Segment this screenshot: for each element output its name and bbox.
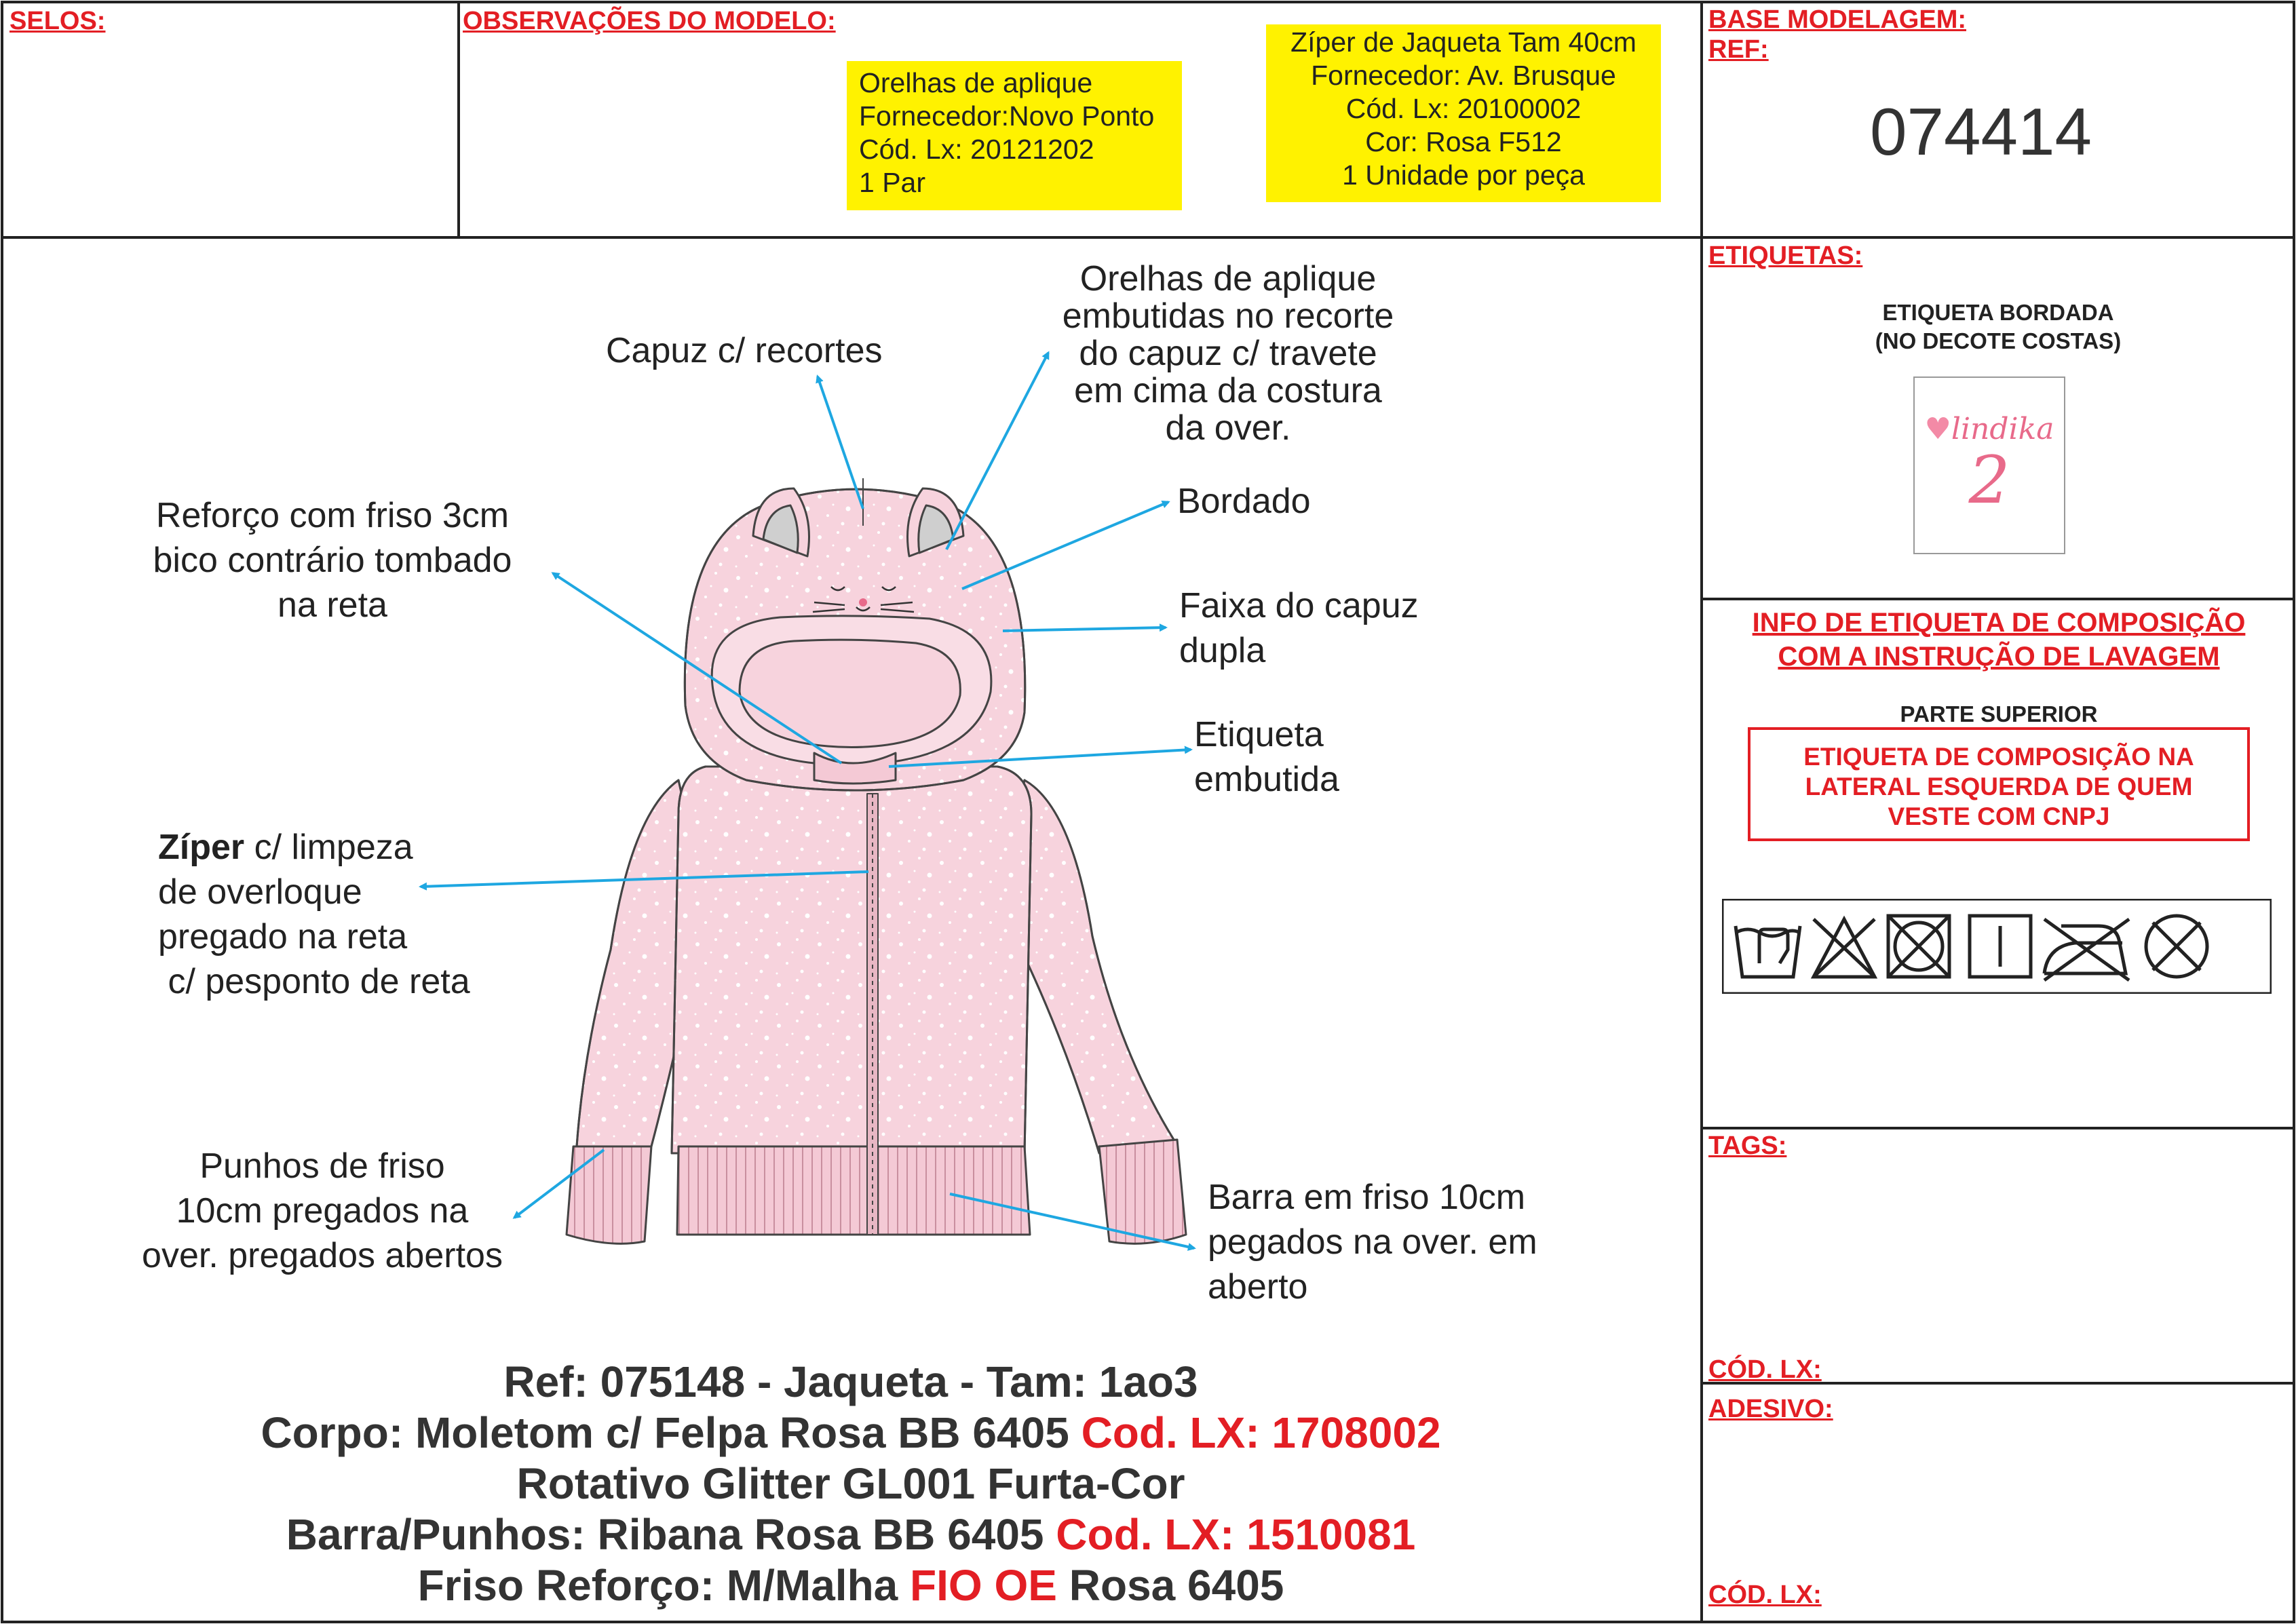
callout-etiqueta bbox=[1194, 712, 1339, 802]
arrow-reforco bbox=[553, 573, 841, 763]
arrow-bordado bbox=[962, 502, 1168, 589]
arrow-capuz bbox=[818, 376, 863, 509]
callout-orelhas-line: do capuz c/ travete bbox=[1079, 334, 1377, 373]
observacoes-label: OBSERVAÇÕES DO MODELO: bbox=[463, 7, 836, 35]
note-ziper-line: Cor: Rosa F512 bbox=[1365, 126, 1562, 157]
adesivo-label: ADESIVO: bbox=[1708, 1395, 1833, 1423]
callout-barra-line: pegados na over. em bbox=[1208, 1222, 1537, 1262]
tags-label: TAGS: bbox=[1708, 1132, 1787, 1160]
etiqueta-bordada-line: (NO DECOTE COSTAS) bbox=[1875, 328, 2122, 353]
note-ziper-line: Cód. Lx: 20100002 bbox=[1345, 93, 1582, 124]
brand-label-logo bbox=[1915, 412, 2064, 446]
adesivo-cod-lx-label: CÓD. LX: bbox=[1708, 1581, 1822, 1609]
callout-punhos bbox=[115, 1144, 529, 1278]
base-modelagem-label: BASE MODELAGEM: bbox=[1708, 5, 1966, 34]
callout-orelhas-line: da over. bbox=[1165, 408, 1291, 448]
arrow-ziper bbox=[421, 872, 868, 887]
callout-faixa-line: Faixa do capuz bbox=[1179, 586, 1419, 625]
callout-barra bbox=[1208, 1175, 1537, 1309]
desc-line-ref: Ref: 075148 - Jaqueta - Tam: 1ao3 bbox=[503, 1357, 1198, 1406]
note-orelhas-line: Fornecedor:Novo Ponto bbox=[859, 100, 1155, 132]
brand-label-name: lindika bbox=[1951, 412, 2054, 446]
callout-ziper-line: c/ pesponto de reta bbox=[158, 962, 470, 1001]
composicao-box bbox=[1748, 727, 2250, 841]
callout-reforco bbox=[129, 493, 536, 627]
note-orelhas-line: 1 Par bbox=[859, 167, 925, 198]
desc-line-barra bbox=[0, 1509, 1702, 1560]
note-orelhas-line: Cód. Lx: 20121202 bbox=[859, 134, 1094, 165]
note-orelhas-line: Orelhas de aplique bbox=[859, 67, 1093, 98]
desc-line-corpo bbox=[0, 1408, 1702, 1458]
callout-punhos-line: 10cm pregados na bbox=[176, 1191, 469, 1231]
callout-reforco-line: bico contrário tombado bbox=[153, 541, 512, 580]
note-ziper-line: 1 Unidade por peça bbox=[1342, 159, 1585, 191]
callout-orelhas-line: em cima da costura bbox=[1074, 371, 1382, 410]
callout-barra-line: aberto bbox=[1208, 1267, 1308, 1307]
note-ziper-line: Fornecedor: Av. Brusque bbox=[1311, 60, 1616, 91]
arrow-barra bbox=[950, 1194, 1194, 1248]
desc-corpo-cod: Cod. LX: 1708002 bbox=[1081, 1408, 1441, 1457]
callout-punhos-line: Punhos de friso bbox=[199, 1146, 445, 1186]
arrow-faixa bbox=[1003, 627, 1166, 631]
callout-reforco-line: Reforço com friso 3cm bbox=[155, 496, 510, 535]
info-title-line: INFO DE ETIQUETA DE COMPOSIÇÃO bbox=[1752, 608, 2246, 638]
desc-friso-cor: Rosa 6405 bbox=[1056, 1561, 1284, 1610]
note-ziper-line: Zíper de Jaqueta Tam 40cm bbox=[1290, 26, 1637, 58]
heart-icon: ♥ bbox=[1924, 412, 1951, 446]
etiqueta-bordada-line: ETIQUETA BORDADA bbox=[1882, 300, 2114, 325]
desc-line-rotativo: Rotativo Glitter GL001 Furta-Cor bbox=[516, 1459, 1185, 1508]
composicao-line: LATERAL ESQUERDA DE QUEM bbox=[1805, 773, 2193, 800]
ref-label: REF: bbox=[1708, 35, 1769, 64]
desc-friso-fio: FIO OE bbox=[910, 1561, 1057, 1610]
arrow-etiqueta bbox=[889, 750, 1191, 767]
etiquetas-label: ETIQUETAS: bbox=[1708, 241, 1863, 270]
brand-label bbox=[1913, 376, 2065, 554]
callout-ziper-line: de overloque bbox=[158, 872, 362, 912]
reference-number: 074414 bbox=[1870, 94, 2092, 169]
callout-punhos-line: over. pregados abertos bbox=[142, 1236, 503, 1275]
desc-corpo-text: Corpo: Moletom c/ Felpa Rosa BB 6405 bbox=[261, 1408, 1082, 1457]
composicao-line: ETIQUETA DE COMPOSIÇÃO NA bbox=[1803, 743, 2194, 771]
callout-capuz: Capuz c/ recortes bbox=[606, 331, 883, 370]
selos-label: SELOS: bbox=[9, 7, 106, 35]
callout-faixa-line: dupla bbox=[1179, 631, 1266, 670]
care-symbols bbox=[1722, 899, 2272, 994]
desc-barra-cod: Cod. LX: 1510081 bbox=[1056, 1510, 1416, 1559]
callout-ziper-line: c/ limpeza bbox=[244, 828, 413, 867]
info-composicao-title bbox=[1702, 606, 2296, 674]
arrow-orelhas bbox=[946, 353, 1048, 549]
etiqueta-bordada-text bbox=[1832, 298, 2164, 355]
callout-bordado: Bordado bbox=[1177, 482, 1311, 521]
callout-etiqueta-line: Etiqueta bbox=[1194, 715, 1324, 754]
callout-orelhas-line: Orelhas de aplique bbox=[1079, 259, 1377, 298]
desc-line-friso bbox=[0, 1560, 1702, 1610]
info-title-line: COM A INSTRUÇÃO DE LAVAGEM bbox=[1778, 642, 2220, 672]
callout-reforco-line: na reta bbox=[278, 585, 387, 625]
desc-barra-text: Barra/Punhos: Ribana Rosa BB 6405 bbox=[286, 1510, 1056, 1559]
desc-friso-text: Friso Reforço: M/Malha bbox=[417, 1561, 911, 1610]
callout-ziper bbox=[158, 825, 470, 1004]
callout-faixa bbox=[1179, 583, 1419, 673]
callout-barra-line: Barra em friso 10cm bbox=[1208, 1178, 1526, 1217]
callout-orelhas bbox=[1038, 260, 1418, 447]
parte-superior-text: PARTE SUPERIOR bbox=[1900, 701, 2098, 727]
composicao-line: VESTE COM CNPJ bbox=[1888, 803, 2110, 830]
brand-label-size: 2 bbox=[1968, 442, 2010, 518]
callout-orelhas-line: embutidas no recorte bbox=[1062, 296, 1394, 336]
callout-ziper-bold: Zíper bbox=[158, 828, 245, 867]
callout-ziper-line: pregado na reta bbox=[158, 917, 408, 956]
callout-etiqueta-line: embutida bbox=[1194, 760, 1339, 799]
tags-cod-lx-label: CÓD. LX: bbox=[1708, 1355, 1822, 1384]
